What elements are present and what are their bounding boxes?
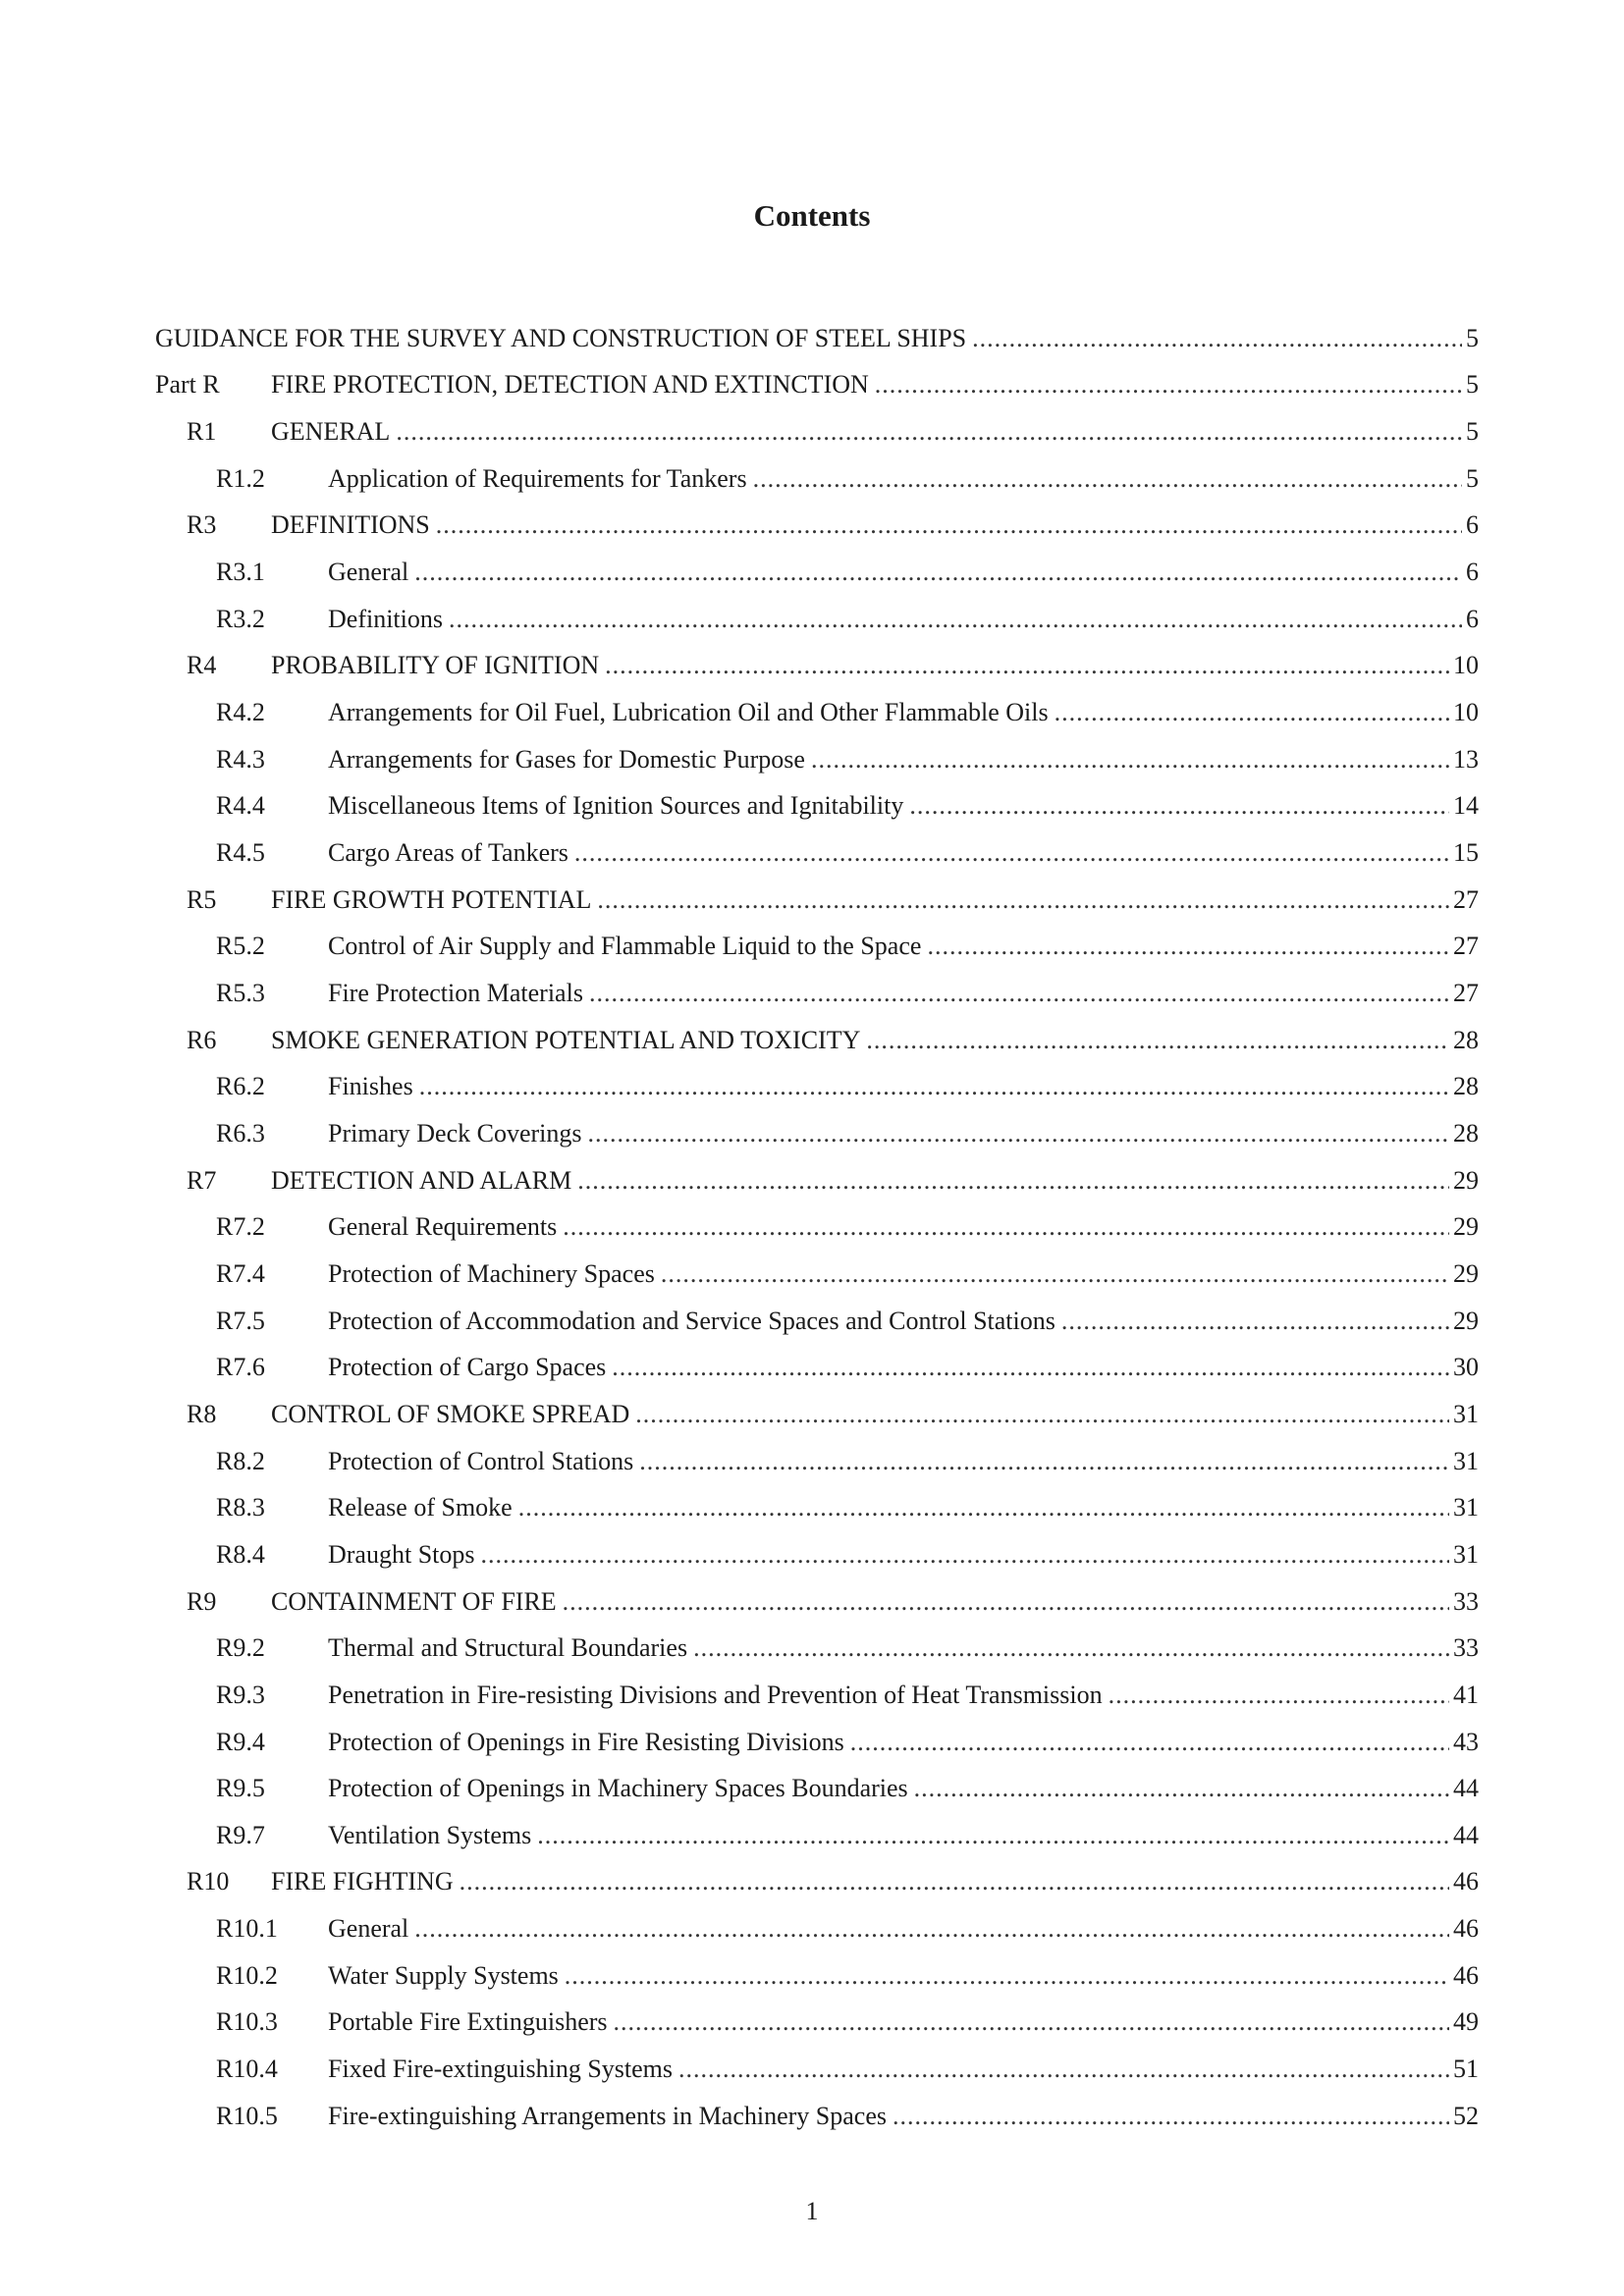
toc-entry-number: R4 — [187, 651, 217, 680]
toc-dot-leader — [588, 1119, 1449, 1148]
toc-entry[interactable] — [155, 1344, 1479, 1391]
toc-entry-page: 14 — [1453, 791, 1479, 821]
page-title: Contents — [753, 198, 871, 233]
toc-entry-page: 29 — [1453, 1165, 1479, 1195]
toc-entry-number: R4.5 — [216, 838, 265, 868]
toc-entry-title: Portable Fire Extinguishers — [328, 2007, 608, 2037]
toc-entry[interactable] — [155, 1578, 1479, 1626]
toc-entry-number: R7.2 — [216, 1212, 265, 1242]
toc-dot-leader — [875, 370, 1462, 400]
toc-dot-leader — [563, 1587, 1449, 1617]
toc-entry-page: 46 — [1453, 1914, 1479, 1944]
toc-dot-leader — [537, 1821, 1449, 1850]
toc-entry-number: R10 — [187, 1867, 230, 1896]
toc-entry[interactable] — [155, 829, 1479, 877]
toc-entry-page: 5 — [1466, 417, 1479, 447]
toc-entry-number: R5 — [187, 884, 217, 914]
toc-entry-number: R1 — [187, 417, 217, 447]
toc-entry-page: 13 — [1453, 744, 1479, 774]
toc-entry-title: Fire-extinguishing Arrangements in Machinery Spaces — [328, 2101, 887, 2130]
toc-entry-number: R3.2 — [216, 604, 265, 633]
toc-dot-leader — [635, 1400, 1449, 1429]
toc-entry[interactable] — [155, 643, 1479, 690]
toc-entry-title: DEFINITIONS — [271, 510, 430, 540]
toc-entry-title: FIRE PROTECTION, DETECTION AND EXTINCTION — [271, 370, 869, 400]
toc-entry-title: CONTROL OF SMOKE SPREAD — [271, 1399, 630, 1428]
toc-dot-leader — [811, 745, 1449, 774]
toc-entry-number: R6 — [187, 1025, 217, 1054]
toc-dot-leader — [589, 979, 1449, 1008]
toc-entry-title: Fire Protection Materials — [328, 979, 583, 1008]
toc-entry[interactable] — [155, 549, 1479, 596]
toc-entry-page: 30 — [1453, 1353, 1479, 1382]
toc-entry-title: Draught Stops — [328, 1539, 475, 1569]
toc-entry-title: Control of Air Supply and Flammable Liquid to the Space — [328, 932, 922, 961]
toc-entry-title: FIRE GROWTH POTENTIAL — [271, 884, 592, 914]
toc-entry-title: Cargo Areas of Tankers — [328, 838, 568, 868]
toc-entry-page: 15 — [1453, 838, 1479, 868]
toc-entry-number: Part R — [155, 370, 220, 400]
toc-entry[interactable] — [155, 1719, 1479, 1766]
toc-entry-page: 49 — [1453, 2007, 1479, 2037]
toc-entry-page: 29 — [1453, 1306, 1479, 1335]
toc-entry-title: FIRE FIGHTING — [271, 1867, 454, 1896]
toc-entry-page: 29 — [1453, 1212, 1479, 1242]
toc-entry-number: R5.3 — [216, 979, 265, 1008]
toc-dot-leader — [909, 791, 1449, 821]
toc-entry-page: 6 — [1466, 604, 1479, 633]
toc-dot-leader — [753, 464, 1462, 494]
toc-entry-page: 46 — [1453, 1960, 1479, 1990]
toc-entry[interactable] — [155, 1391, 1479, 1438]
toc-entry[interactable] — [155, 455, 1479, 503]
toc-entry-title: Water Supply Systems — [328, 1960, 559, 1990]
toc-entry-number: R8.4 — [216, 1539, 265, 1569]
toc-entry-title: GENERAL — [271, 417, 391, 447]
toc-entry[interactable] — [155, 1110, 1479, 1157]
toc-entry[interactable] — [155, 596, 1479, 643]
toc-dot-leader — [927, 932, 1449, 961]
toc-entry-number: R8 — [187, 1399, 217, 1428]
toc-entry-page: 10 — [1453, 698, 1479, 727]
toc-entry-page: 10 — [1453, 651, 1479, 680]
toc-entry-number: R9.7 — [216, 1820, 265, 1849]
toc-dot-leader — [449, 605, 1462, 634]
toc-entry-page: 31 — [1453, 1399, 1479, 1428]
toc-entry[interactable] — [155, 2093, 1479, 2140]
toc-entry-page: 44 — [1453, 1774, 1479, 1803]
toc-dot-leader — [678, 2055, 1449, 2084]
toc-dot-leader — [866, 1026, 1449, 1055]
toc-entry-number: R6.3 — [216, 1118, 265, 1148]
toc-entry[interactable] — [155, 736, 1479, 783]
toc-entry-title: SMOKE GENERATION POTENTIAL AND TOXICITY — [271, 1025, 861, 1054]
toc-entry-title: CONTAINMENT OF FIRE — [271, 1586, 557, 1616]
toc-entry[interactable] — [155, 1765, 1479, 1812]
toc-entry-number: R10.5 — [216, 2101, 278, 2130]
toc-dot-leader — [518, 1493, 1449, 1522]
toc-entry[interactable] — [155, 689, 1479, 736]
toc-entry-title: Protection of Openings in Machinery Spaces Boundaries — [328, 1774, 908, 1803]
toc-entry[interactable] — [155, 877, 1479, 924]
toc-entry-page: 28 — [1453, 1072, 1479, 1101]
toc-entry-number: R9.3 — [216, 1680, 265, 1709]
toc-entry[interactable] — [155, 2000, 1479, 2047]
toc-entry-title: PROBABILITY OF IGNITION — [271, 651, 600, 680]
toc-entry-page: 33 — [1453, 1633, 1479, 1663]
toc-entry-page: 31 — [1453, 1493, 1479, 1522]
toc-entry[interactable] — [155, 1064, 1479, 1111]
toc-entry[interactable] — [155, 1203, 1479, 1251]
toc-entry-number: R9 — [187, 1586, 217, 1616]
toc-entry[interactable] — [155, 1859, 1479, 1906]
toc-dot-leader — [577, 1166, 1449, 1196]
toc-entry-page: 43 — [1453, 1727, 1479, 1756]
toc-entry-title: Arrangements for Gases for Domestic Purpose — [328, 744, 805, 774]
toc-entry-page: 44 — [1453, 1820, 1479, 1849]
toc-entry-page: 27 — [1453, 979, 1479, 1008]
toc-entry-title: Protection of Openings in Fire Resisting Divisions — [328, 1727, 844, 1756]
toc-entry-number: R3.1 — [216, 558, 265, 587]
toc-entry[interactable] — [155, 1438, 1479, 1485]
toc-entry-number: R10.4 — [216, 2055, 278, 2084]
toc-entry[interactable] — [155, 1017, 1479, 1064]
toc-entry-number: R7.5 — [216, 1306, 265, 1335]
toc-entry[interactable] — [155, 2046, 1479, 2093]
toc-entry-page: 28 — [1453, 1118, 1479, 1148]
toc-dot-leader — [563, 1212, 1449, 1242]
toc-entry[interactable] — [155, 1625, 1479, 1672]
toc-entry[interactable] — [155, 924, 1479, 971]
toc-dot-leader — [574, 838, 1449, 868]
toc-entry-title: General — [328, 558, 409, 587]
toc-entry-number: R7 — [187, 1165, 217, 1195]
toc-dot-leader — [396, 417, 1462, 447]
toc-entry-page: 28 — [1453, 1025, 1479, 1054]
toc-entry-title: Penetration in Fire-resisting Divisions and Prevention of Heat Transmission — [328, 1680, 1103, 1709]
toc-dot-leader — [436, 510, 1462, 540]
toc-entry-title: Arrangements for Oil Fuel, Lubrication Oil and Other Flammable Oils — [328, 698, 1049, 727]
toc-entry[interactable] — [155, 1905, 1479, 1952]
toc-entry-page: 6 — [1466, 558, 1479, 587]
toc-entry[interactable] — [155, 970, 1479, 1017]
toc-entry-title: GUIDANCE FOR THE SURVEY AND CONSTRUCTION OF STEEL SHIPS — [155, 323, 967, 352]
toc-entry-number: R8.2 — [216, 1446, 265, 1475]
toc-entry-page: 33 — [1453, 1586, 1479, 1616]
toc-dot-leader — [419, 1072, 1449, 1101]
toc-entry-number: R10.1 — [216, 1914, 278, 1944]
toc-dot-leader — [639, 1447, 1449, 1476]
toc-entry[interactable] — [155, 1531, 1479, 1578]
toc-entry-page: 46 — [1453, 1867, 1479, 1896]
toc-entry[interactable] — [155, 408, 1479, 455]
toc-dot-leader — [612, 1353, 1449, 1382]
toc-entry-number: R3 — [187, 510, 217, 540]
toc-dot-leader — [693, 1633, 1449, 1663]
toc-entry-number: R6.2 — [216, 1072, 265, 1101]
toc-dot-leader — [605, 651, 1449, 680]
toc-dot-leader — [914, 1774, 1449, 1803]
toc-entry-number: R9.2 — [216, 1633, 265, 1663]
toc-entry[interactable] — [155, 783, 1479, 830]
toc-dot-leader — [414, 1914, 1449, 1944]
toc-dot-leader — [565, 1961, 1449, 1991]
toc-dot-leader — [460, 1867, 1449, 1896]
toc-entry-title: Miscellaneous Items of Ignition Sources and Ignitability — [328, 791, 904, 821]
toc-entry-title: Definitions — [328, 604, 443, 633]
toc-entry-number: R9.5 — [216, 1774, 265, 1803]
toc-entry-number: R4.4 — [216, 791, 265, 821]
table-of-contents — [155, 315, 1479, 2140]
toc-entry-page: 5 — [1466, 370, 1479, 400]
toc-dot-leader — [661, 1259, 1449, 1289]
toc-entry-page: 5 — [1466, 463, 1479, 493]
toc-entry-number: R8.3 — [216, 1493, 265, 1522]
toc-entry[interactable] — [155, 1251, 1479, 1298]
toc-entry[interactable] — [155, 1157, 1479, 1204]
toc-entry-number: R5.2 — [216, 932, 265, 961]
toc-entry-number: R7.6 — [216, 1353, 265, 1382]
toc-entry-title: Protection of Control Stations — [328, 1446, 634, 1475]
toc-dot-leader — [1055, 698, 1449, 727]
toc-entry[interactable] — [155, 1298, 1479, 1345]
toc-entry-title: Ventilation Systems — [328, 1820, 532, 1849]
toc-entry-number: R7.4 — [216, 1258, 265, 1288]
toc-entry[interactable] — [155, 1484, 1479, 1531]
toc-entry-title: Application of Requirements for Tankers — [328, 463, 747, 493]
toc-entry-number: R4.2 — [216, 698, 265, 727]
toc-entry-title: Thermal and Structural Boundaries — [328, 1633, 688, 1663]
toc-dot-leader — [1061, 1307, 1449, 1336]
toc-entry-title: General — [328, 1914, 409, 1944]
toc-entry-page: 5 — [1466, 323, 1479, 352]
toc-entry-number: R10.3 — [216, 2007, 278, 2037]
toc-entry-title: General Requirements — [328, 1212, 558, 1242]
toc-entry[interactable] — [155, 315, 1479, 362]
toc-entry-page: 41 — [1453, 1680, 1479, 1709]
toc-entry-title: Release of Smoke — [328, 1493, 513, 1522]
toc-entry-page: 31 — [1453, 1539, 1479, 1569]
toc-dot-leader — [414, 558, 1462, 587]
toc-entry-number: R4.3 — [216, 744, 265, 774]
toc-entry-page: 6 — [1466, 510, 1479, 540]
toc-entry[interactable] — [155, 503, 1479, 550]
toc-dot-leader — [1109, 1681, 1449, 1710]
toc-entry-number: R9.4 — [216, 1727, 265, 1756]
toc-entry-title: DETECTION AND ALARM — [271, 1165, 572, 1195]
toc-entry-page: 27 — [1453, 884, 1479, 914]
page-number: 1 — [805, 2197, 819, 2225]
toc-entry-page: 29 — [1453, 1258, 1479, 1288]
toc-entry[interactable] — [155, 1812, 1479, 1859]
toc-entry-page: 52 — [1453, 2101, 1479, 2130]
toc-entry-page: 31 — [1453, 1446, 1479, 1475]
toc-entry-page: 27 — [1453, 932, 1479, 961]
toc-entry-title: Protection of Cargo Spaces — [328, 1353, 607, 1382]
toc-entry[interactable] — [155, 1952, 1479, 2000]
toc-dot-leader — [597, 885, 1449, 915]
toc-entry-title: Protection of Accommodation and Service Spaces and Control Stations — [328, 1306, 1056, 1335]
toc-entry-title: Protection of Machinery Spaces — [328, 1258, 655, 1288]
toc-entry-number: R1.2 — [216, 463, 265, 493]
toc-entry[interactable] — [155, 1672, 1479, 1719]
toc-entry-title: Fixed Fire-extinguishing Systems — [328, 2055, 673, 2084]
toc-entry-title: Primary Deck Coverings — [328, 1118, 582, 1148]
toc-dot-leader — [893, 2102, 1449, 2131]
toc-dot-leader — [614, 2007, 1449, 2037]
toc-entry[interactable] — [155, 362, 1479, 409]
toc-dot-leader — [481, 1540, 1450, 1570]
toc-dot-leader — [850, 1728, 1449, 1757]
toc-entry-title: Finishes — [328, 1072, 413, 1101]
toc-dot-leader — [972, 324, 1462, 353]
toc-entry-number: R10.2 — [216, 1960, 278, 1990]
toc-entry-page: 51 — [1453, 2055, 1479, 2084]
